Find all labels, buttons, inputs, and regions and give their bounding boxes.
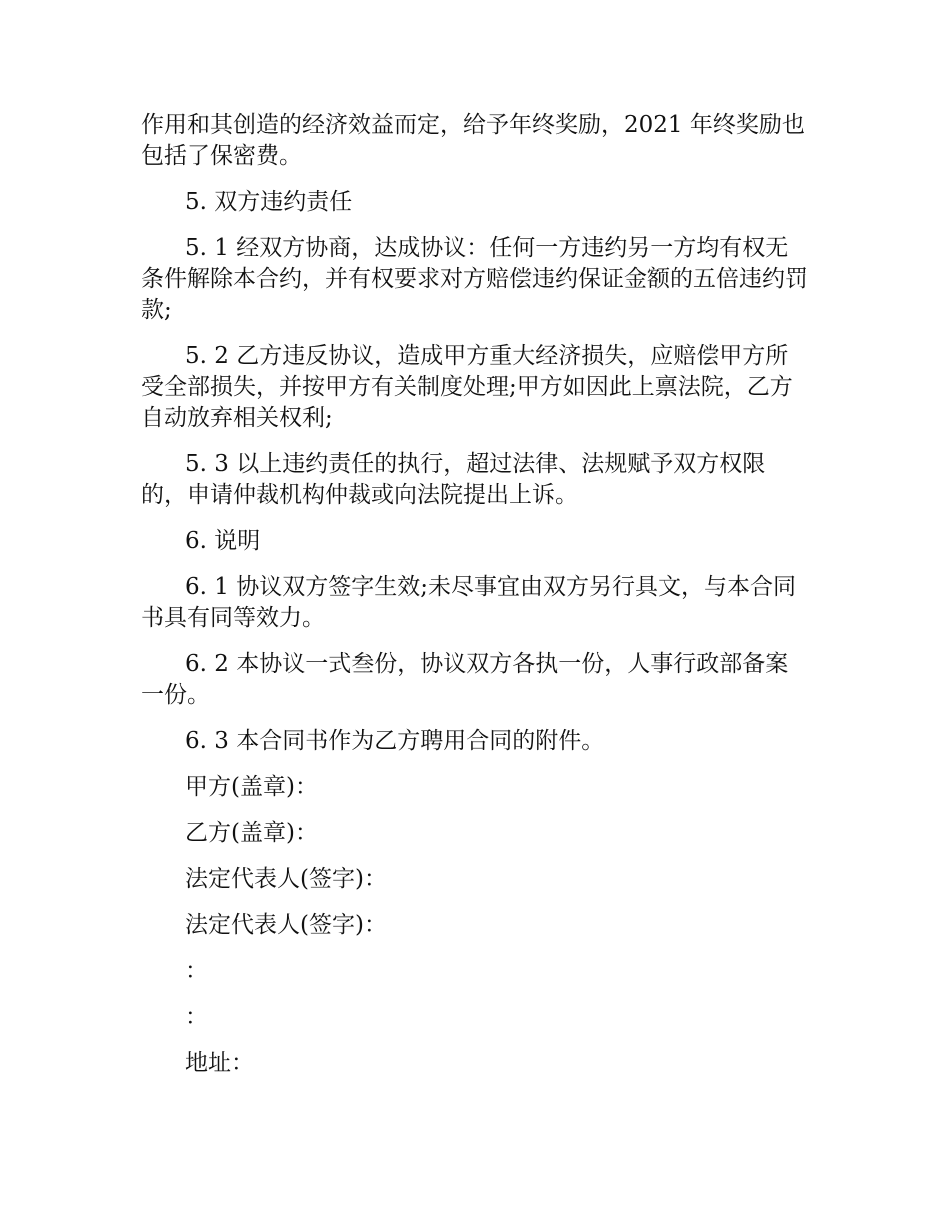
section-heading-breach: 5. 双方违约责任 [185,189,353,215]
blank-line-1: ： [185,958,208,984]
clause-5-1: 5. 1 经双方协商，达成协议：任何一方违约另一方均有权无条件解除本合约，并有权要求对方赔偿违约保证金额的五倍违约罚款; [141,235,808,323]
paragraph-continuation: 作用和其创造的经济效益而定，给予年终奖励，2021 年终奖励也包括了保密费。 [141,112,805,169]
document-body [141,110,811,1094]
legal-rep-signature-line-b: 法定代表人(签字)： [185,912,387,938]
clause-5-3: 5. 3 以上违约责任的执行，超过法律、法规赋予双方权限的，申请仲裁机构仲裁或向法院提出上诉。 [141,451,766,508]
legal-rep-signature-line-a: 法定代表人(签字)： [185,866,387,892]
clause-6-3: 6. 3 本合同书作为乙方聘用合同的附件。 [185,728,605,754]
clause-6-1: 6. 1 协议双方签字生效;未尽事宜由双方另行具文，与本合同书具有同等效力。 [141,574,796,631]
address-line: 地址： [185,1050,254,1076]
blank-line-2: ： [185,1004,208,1030]
section-heading-notes: 6. 说明 [185,528,261,554]
party-a-seal-line: 甲方(盖章)： [185,774,318,800]
clause-5-2: 5. 2 乙方违反协议，造成甲方重大经济损失，应赔偿甲方所受全部损失，并按甲方有关制度处理;甲方如因此上禀法院，乙方自动放弃相关权利; [141,343,793,431]
party-b-seal-line: 乙方(盖章)： [185,820,318,846]
clause-6-2: 6. 2 本协议一式叁份，协议双方各执一份，人事行政部备案一份。 [141,651,789,708]
